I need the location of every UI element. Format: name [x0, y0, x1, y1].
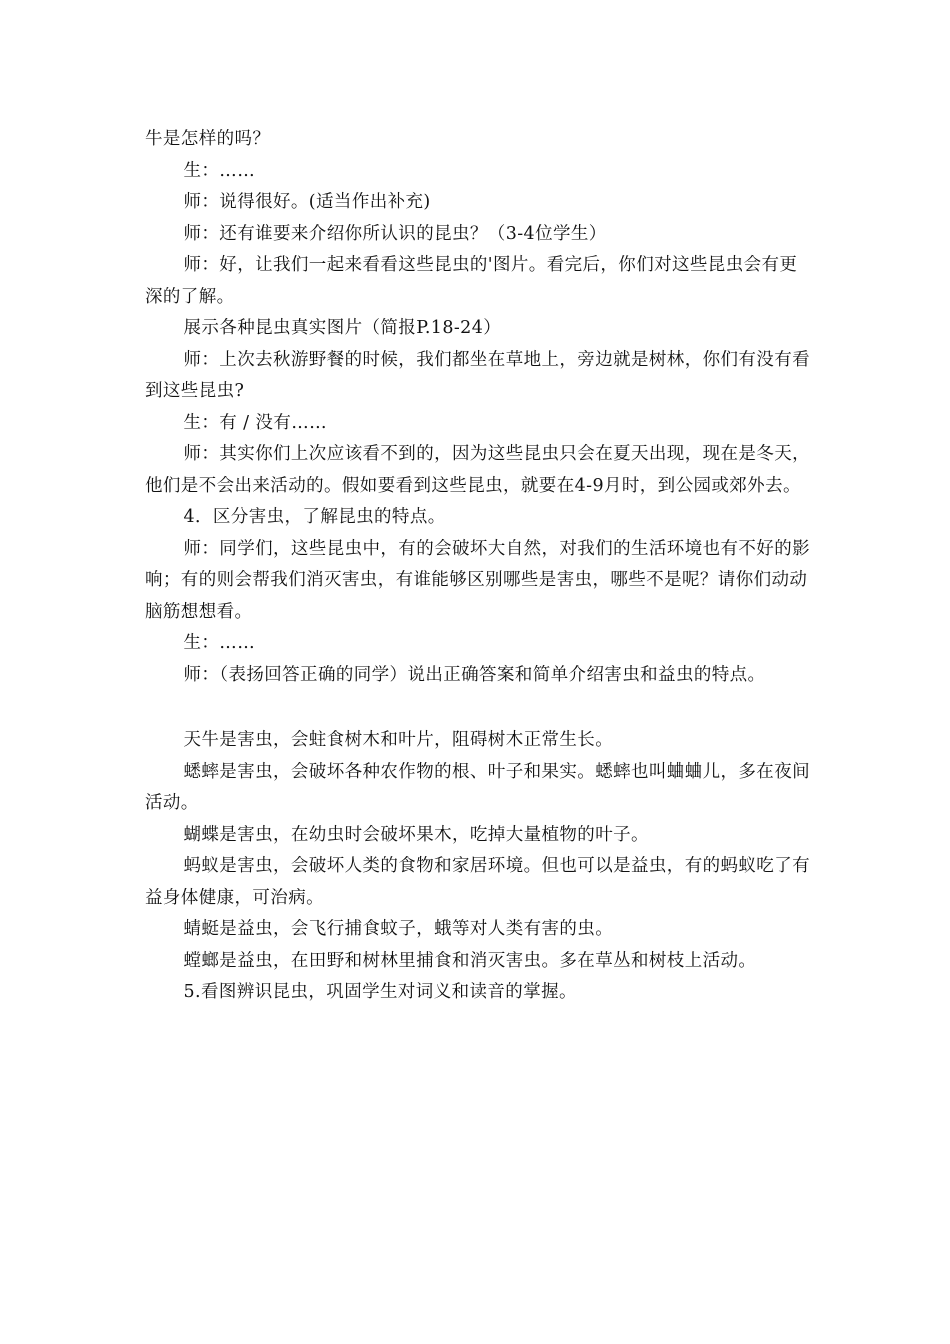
- insect-description: 蚂蚁是害虫，会破坏人类的食物和家居环境。但也可以是益虫，有的蚂蚁吃了有益身体健康，可治病。: [145, 856, 810, 908]
- paragraph: 生：……: [183, 160, 256, 181]
- paragraph: 师：同学们，这些昆虫中，有的会破坏大自然，对我们的生活环境也有不好的影响；有的则会帮我们消灭害虫，有谁能够区别哪些是害虫，哪些不是呢？请你们动动脑筋想想看。: [145, 538, 810, 622]
- section-heading: 5.看图辨识昆虫，巩固学生对词义和读音的掌握。: [183, 982, 577, 1002]
- paragraph: 生：有 / 没有……: [183, 412, 328, 433]
- blank-spacer: [145, 691, 815, 725]
- document-body: [145, 124, 815, 1009]
- paragraph: 师：上次去秋游野餐的时候，我们都坐在草地上，旁边就是树林，你们有没有看到这些昆虫?: [145, 349, 810, 401]
- insect-description: 蜻蜓是益虫，会飞行捕食蚊子，蛾等对人类有害的虫。: [183, 919, 614, 939]
- paragraph: 师：还有谁要来介绍你所认识的昆虫？（3-4位学生）: [183, 223, 607, 244]
- insect-description: 螳螂是益虫，在田野和树林里捕食和消灭害虫。多在草丛和树枝上活动。: [183, 950, 757, 971]
- paragraph: 师：其实你们上次应该看不到的，因为这些昆虫只会在夏天出现，现在是冬天，他们是不会出来活动的。假如要看到这些昆虫，就要在4-9月时，到公园或郊外去。: [145, 444, 810, 496]
- insect-description: 蝴蝶是害虫，在幼虫时会破坏果木，吃掉大量植物的叶子。: [183, 824, 649, 845]
- section-heading: 4．区分害虫，了解昆虫的特点。: [183, 507, 446, 527]
- paragraph: 牛是怎样的吗？: [145, 129, 271, 149]
- paragraph: 展示各种昆虫真实图片（简报P.18-24）: [183, 318, 502, 338]
- paragraph: 生：……: [183, 633, 256, 653]
- paragraph: 师：（表扬回答正确的同学）说出正确答案和简单介绍害虫和益虫的特点。: [183, 664, 766, 685]
- insect-description: 天牛是害虫，会蛀食树木和叶片，阻碍树木正常生长。: [183, 730, 614, 750]
- paragraph: 师：好，让我们一起来看看这些昆虫的'图片。看完后，你们对这些昆虫会有更深的了解。: [145, 255, 798, 307]
- insect-description: 蟋蟀是害虫，会破坏各种农作物的根、叶子和果实。蟋蟀也叫蛐蛐儿，多在夜间活动。: [145, 761, 810, 813]
- paragraph: 师：说得很好。(适当作出补充): [183, 192, 431, 212]
